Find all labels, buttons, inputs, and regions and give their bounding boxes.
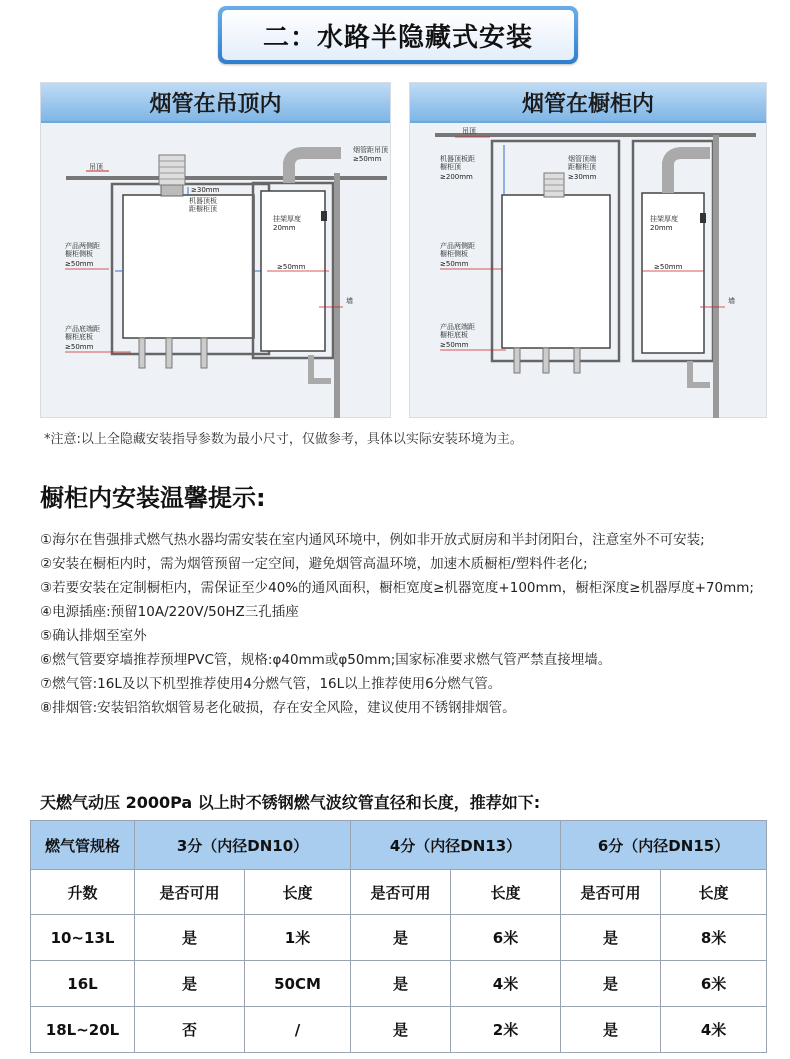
table-cell: 是: [351, 915, 451, 961]
panel-title-cabinet: 烟管在橱柜内: [410, 83, 766, 123]
table-cell: 10~13L: [31, 915, 135, 961]
table-cell: 2米: [451, 1007, 561, 1053]
subheader-cell: 升数: [31, 870, 135, 915]
table-cell: 4米: [661, 1007, 767, 1053]
ceiling-label: 吊顶: [89, 163, 103, 171]
table-header-row: [31, 821, 767, 870]
cabinet-install-diagram: [410, 123, 768, 418]
table-cell: 6米: [451, 915, 561, 961]
table-cell: 是: [561, 961, 661, 1007]
table-cell: 8米: [661, 915, 767, 961]
install-note: *注意:以上全隐藏安装指导参数为最小尺寸，仅做参考，具体以实际安装环境为主。: [44, 432, 523, 447]
tip-item: ⑤确认排烟至室外: [40, 628, 147, 644]
svg-text:机器顶板: 机器顶板: [189, 197, 217, 205]
svg-text:烟管顶端: 烟管顶端: [568, 155, 596, 163]
svg-text:≥200mm: ≥200mm: [440, 173, 473, 181]
svg-text:橱柜顶: 橱柜顶: [440, 163, 461, 171]
table-cell: 是: [561, 1007, 661, 1053]
svg-text:挂架厚度: 挂架厚度: [273, 215, 301, 223]
svg-text:产品底端距: 产品底端距: [65, 325, 100, 333]
svg-text:产品底端距: 产品底端距: [440, 323, 475, 331]
panel-title-ceiling: 烟管在吊顶内: [41, 83, 390, 123]
tip-item: ⑧排烟管:安装铝箔软烟管易老化破损，存在安全风险，建议使用不锈钢排烟管。: [40, 700, 516, 716]
subheader-cell: 长度: [451, 870, 561, 915]
svg-text:吊顶: 吊顶: [462, 127, 476, 135]
table-cell: 是: [135, 961, 245, 1007]
table-cell: 是: [351, 1007, 451, 1053]
svg-text:产品两侧距: 产品两侧距: [65, 242, 100, 250]
subheader-cell: 是否可用: [561, 870, 661, 915]
svg-text:距橱柜顶: 距橱柜顶: [189, 205, 217, 213]
svg-text:≥50mm: ≥50mm: [440, 341, 469, 349]
table-subheader-row: [31, 870, 767, 915]
tip-item: ⑥燃气管要穿墙推荐预埋PVC管，规格:φ40mm或φ50mm;国家标准要求燃气管严禁直接埋墙。: [40, 652, 612, 668]
svg-text:橱柜侧板: 橱柜侧板: [440, 250, 468, 258]
svg-text:橱柜底板: 橱柜底板: [65, 333, 93, 341]
table-row: [31, 1007, 767, 1053]
table-cell: 是: [135, 915, 245, 961]
subheader-cell: 是否可用: [351, 870, 451, 915]
svg-text:橱柜底板: 橱柜底板: [440, 331, 468, 339]
svg-text:≥50mm: ≥50mm: [277, 263, 306, 271]
svg-text:橱柜侧板: 橱柜侧板: [65, 250, 93, 258]
table-cell: 是: [561, 915, 661, 961]
table-cell: 18L~20L: [31, 1007, 135, 1053]
table-title: 天燃气动压 2000Pa 以上时不锈钢燃气波纹管直径和长度，推荐如下:: [40, 793, 541, 812]
table-cell: /: [245, 1007, 351, 1053]
table-cell: 是: [351, 961, 451, 1007]
diagram-panel-cabinet: [409, 82, 767, 418]
section-banner: [218, 6, 578, 64]
table-cell: 50CM: [245, 961, 351, 1007]
table-cell: 1米: [245, 915, 351, 961]
svg-text:烟管距吊顶: 烟管距吊顶: [353, 146, 388, 154]
header-cell: 4分（内径DN13）: [351, 821, 561, 870]
tip-item: ④电源插座:预留10A/220V/50HZ三孔插座: [40, 604, 299, 620]
header-cell: 6分（内径DN15）: [561, 821, 767, 870]
svg-text:≥30mm: ≥30mm: [191, 186, 220, 194]
tip-item: ③若要安装在定制橱柜内，需保证至少40%的通风面积，橱柜宽度≥机器宽度+100mm，橱柜深度≥机器厚度+70mm;: [40, 580, 754, 596]
water-heater-front: [123, 195, 254, 338]
tips-list: [40, 528, 770, 720]
tip-item: ①海尔在售强排式燃气热水器均需安装在室内通风环境中，例如非开放式厨房和半封闭阳台，注意室外不可安装;: [40, 532, 705, 548]
svg-text:20mm: 20mm: [650, 224, 673, 232]
diagram-panel-ceiling: [40, 82, 391, 418]
table-cell: 16L: [31, 961, 135, 1007]
tip-item: ②安装在橱柜内时，需为烟管预留一定空间，避免烟管高温环境，加速木质橱柜/塑料件老化;: [40, 556, 588, 572]
svg-text:墙: 墙: [346, 297, 353, 305]
header-cell: 燃气管规格: [31, 821, 135, 870]
svg-text:≥50mm: ≥50mm: [65, 260, 94, 268]
svg-text:≥50mm: ≥50mm: [65, 343, 94, 351]
svg-text:≥50mm: ≥50mm: [654, 263, 683, 271]
svg-text:机器顶板距: 机器顶板距: [440, 155, 475, 163]
tip-item: ⑦燃气管:16L及以下机型推荐使用4分燃气管，16L以上推荐使用6分燃气管。: [40, 676, 502, 692]
svg-text:产品两侧距: 产品两侧距: [440, 242, 475, 250]
subheader-cell: 长度: [245, 870, 351, 915]
gas-pipe-spec-table: [30, 820, 767, 1053]
subheader-cell: 是否可用: [135, 870, 245, 915]
table-cell: 6米: [661, 961, 767, 1007]
svg-text:距橱柜顶: 距橱柜顶: [568, 163, 596, 171]
svg-text:≥50mm: ≥50mm: [440, 260, 469, 268]
table-row: [31, 961, 767, 1007]
section-title: 橱柜内安装温馨提示:: [40, 484, 266, 512]
table-cell: 4米: [451, 961, 561, 1007]
svg-text:≥50mm: ≥50mm: [353, 155, 382, 163]
ceiling-install-diagram: [41, 123, 392, 418]
header-cell: 3分（内径DN10）: [135, 821, 351, 870]
svg-text:20mm: 20mm: [273, 224, 296, 232]
svg-text:挂架厚度: 挂架厚度: [650, 215, 678, 223]
svg-text:≥30mm: ≥30mm: [568, 173, 597, 181]
banner-title: 二：水路半隐藏式安装: [222, 10, 574, 60]
table-cell: 否: [135, 1007, 245, 1053]
subheader-cell: 长度: [661, 870, 767, 915]
svg-text:墙: 墙: [728, 297, 735, 305]
table-row: [31, 915, 767, 961]
